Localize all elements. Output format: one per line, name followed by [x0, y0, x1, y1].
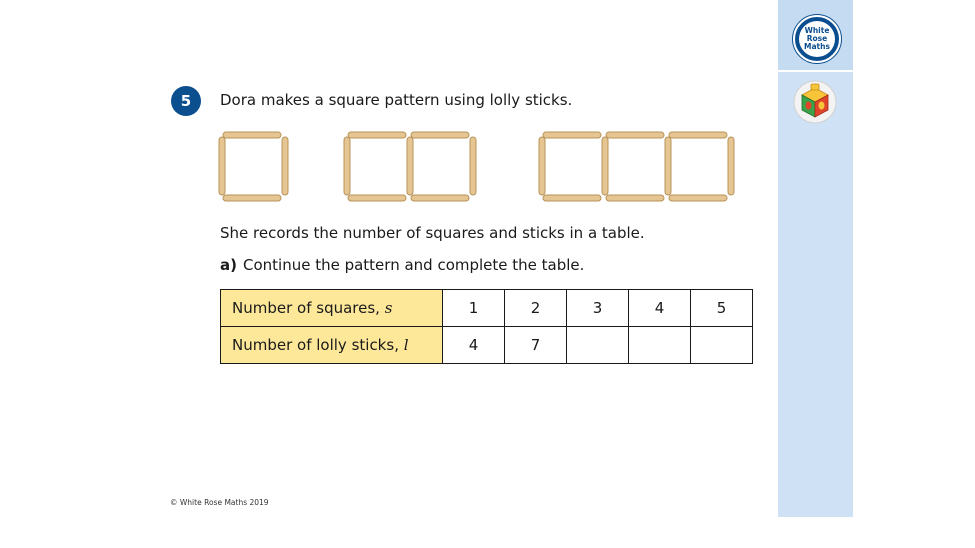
copyright-notice: © White Rose Maths 2019 [170, 498, 269, 507]
lolly-stick [470, 137, 476, 195]
white-rose-maths-logo [793, 15, 841, 63]
lolly-stick-patterns [215, 128, 745, 208]
variable-l: l [403, 336, 409, 354]
lolly-stick [602, 137, 608, 195]
question-number-badge: 5 [171, 86, 201, 116]
table-cell: 1 [443, 290, 505, 327]
sidebar-top [778, 0, 853, 72]
lolly-stick [411, 195, 469, 201]
table-row-sticks [221, 327, 753, 364]
pattern-table [220, 289, 753, 364]
lolly-stick [669, 132, 727, 138]
part-a-label: a) [220, 256, 237, 274]
lolly-stick [348, 195, 406, 201]
logo-line-1: White [804, 26, 830, 35]
lolly-stick [543, 132, 601, 138]
lolly-stick [348, 132, 406, 138]
part-a [220, 256, 584, 274]
lolly-stick [223, 195, 281, 201]
table-cell: 5 [691, 290, 753, 327]
sidebar [778, 0, 853, 517]
row-header-sticks: Number of lolly sticks, l [221, 327, 443, 364]
lolly-stick [606, 132, 664, 138]
lolly-stick [665, 137, 671, 195]
row-header-squares: Number of squares, s [221, 290, 443, 327]
table-cell: 3 [567, 290, 629, 327]
variable-s: s [384, 299, 393, 317]
question-text: Dora makes a square pattern using lolly sticks. [220, 91, 573, 109]
part-a-text: Continue the pattern and complete the table. [242, 256, 585, 274]
lolly-stick [282, 137, 288, 195]
lolly-stick [728, 137, 734, 195]
answer-cell[interactable] [567, 327, 629, 364]
lolly-stick [223, 132, 281, 138]
table-cell: 4 [629, 290, 691, 327]
table-row-squares [221, 290, 753, 327]
logo-line-2: Rose [806, 34, 828, 43]
lolly-stick [539, 137, 545, 195]
lolly-stick [407, 137, 413, 195]
lolly-stick [543, 195, 601, 201]
lolly-stick [411, 132, 469, 138]
answer-cell[interactable] [629, 327, 691, 364]
statement-text: She records the number of squares and sticks in a table. [220, 224, 645, 242]
logo-line-3: Maths [804, 42, 830, 51]
answer-cell[interactable] [691, 327, 753, 364]
table-cell: 2 [505, 290, 567, 327]
table-cell: 4 [443, 327, 505, 364]
cube-icon [793, 80, 837, 124]
lolly-stick [606, 195, 664, 201]
lolly-stick [669, 195, 727, 201]
table-cell: 7 [505, 327, 567, 364]
lolly-stick [219, 137, 225, 195]
lolly-stick [344, 137, 350, 195]
